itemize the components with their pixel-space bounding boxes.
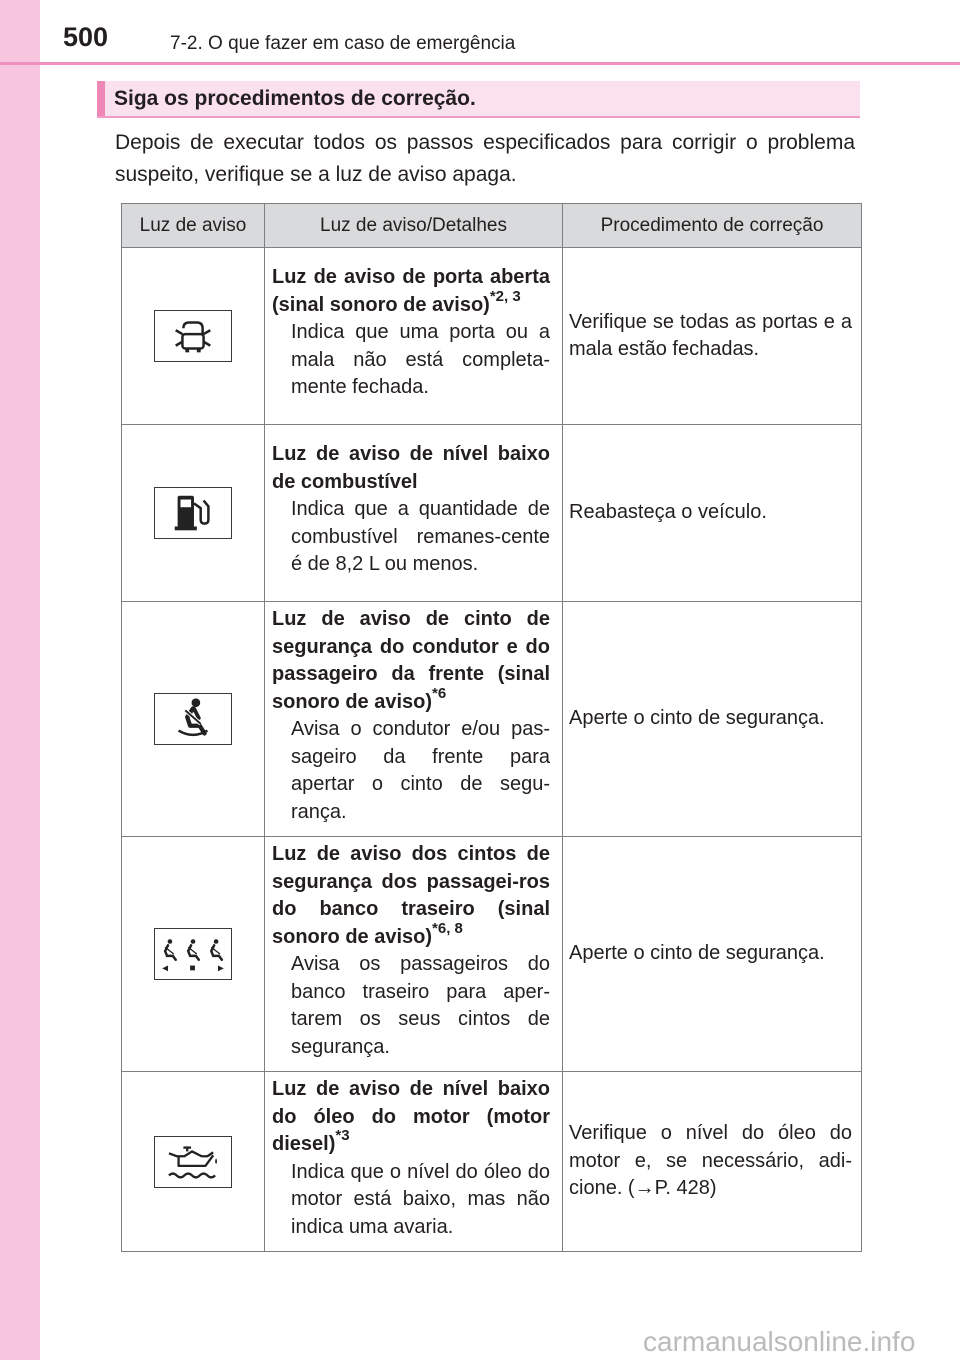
detail-title-text: Luz de aviso de nível baixo de combustível — [272, 443, 550, 493]
table-row — [122, 1072, 862, 1252]
door-open-warning-icon — [154, 310, 232, 362]
detail-cell — [265, 425, 563, 602]
detail-description: Avisa o condutor e/ou pas-sageiro da frente para apertar o cinto de segu-rança. — [291, 718, 550, 823]
icon-cell — [122, 1072, 265, 1252]
procedure-cell: Verifique se todas as portas e a mala estão fechadas. — [563, 248, 862, 425]
detail-description: Indica que o nível do óleo do motor está baixo, mas não indica uma avaria. — [291, 1160, 550, 1238]
detail-title-text: Luz de aviso de cinto de segurança do condutor e do passageiro da frente (sinal sonoro de aviso) — [272, 608, 550, 713]
section-heading — [97, 81, 860, 118]
footnote-ref: *6 — [432, 684, 447, 702]
header-procedure: Procedimento de correção — [563, 204, 862, 248]
rear-seatbelt-reminder-icon — [154, 928, 232, 980]
header-rule — [0, 62, 960, 65]
detail-title-text: Luz de aviso dos cintos de segurança dos passagei-ros do banco traseiro (sinal sonoro de aviso) — [272, 843, 550, 948]
page-number: 500 — [63, 22, 109, 52]
detail-cell — [265, 602, 563, 837]
footnote-ref: *6, 8 — [432, 919, 463, 937]
detail-title — [272, 606, 550, 716]
detail-description: Indica que uma porta ou a mala não está completa-mente fechada. — [291, 321, 550, 399]
detail-cell — [265, 837, 563, 1072]
detail-cell — [265, 248, 563, 425]
detail-description: Avisa os passageiros do banco traseiro para aper-tarem os seus cintos de segurança. — [291, 953, 550, 1058]
chapter-title: 7-2. O que fazer em caso de emergência — [170, 33, 516, 54]
seatbelt-reminder-icon — [154, 693, 232, 745]
footnote-ref: *2, 3 — [489, 287, 521, 305]
warning-lights-table — [121, 203, 862, 1252]
procedure-cell: Verifique o nível do óleo do motor e, se necessário, adi-cione. (→P. 428) — [563, 1072, 862, 1252]
detail-title-text: Luz de aviso de porta aberta (sinal sonoro de aviso) — [272, 266, 550, 316]
header-warning-light: Luz de aviso — [122, 204, 265, 248]
detail-title — [272, 441, 550, 496]
detail-description: Indica que a quantidade de combustível remanes-cente é de 8,2 L ou menos. — [291, 498, 550, 576]
footnote-ref: *3 — [335, 1127, 350, 1144]
section-title: Siga os procedimentos de correção. — [114, 87, 476, 110]
procedure-cell: Aperte o cinto de segurança. — [563, 837, 862, 1072]
table-row — [122, 248, 862, 425]
watermark: carmanualsonline.info — [643, 1326, 916, 1357]
side-strip — [0, 0, 40, 1360]
procedure-cell: Reabasteça o veículo. — [563, 425, 862, 602]
table-header-row — [122, 204, 862, 248]
icon-cell — [122, 837, 265, 1072]
fuel-pump-icon — [154, 487, 232, 539]
detail-title-text: Luz de aviso de nível baixo do óleo do motor (motor diesel) — [272, 1078, 550, 1155]
icon-cell — [122, 248, 265, 425]
intro-paragraph: Depois de executar todos os passos especificados para corrigir o problema suspeito, verifique se a luz de aviso apaga. — [115, 131, 855, 186]
table-row — [122, 602, 862, 837]
header-details: Luz de aviso/Detalhes — [265, 204, 563, 248]
detail-cell — [265, 1072, 563, 1252]
procedure-cell: Aperte o cinto de segurança. — [563, 602, 862, 837]
section-accent — [97, 81, 105, 116]
detail-title — [272, 841, 550, 951]
detail-title — [272, 1076, 550, 1159]
icon-cell — [122, 602, 265, 837]
oil-level-icon — [154, 1136, 232, 1188]
icon-cell — [122, 425, 265, 602]
detail-title — [272, 264, 550, 319]
table-row — [122, 425, 862, 602]
table-row — [122, 837, 862, 1072]
